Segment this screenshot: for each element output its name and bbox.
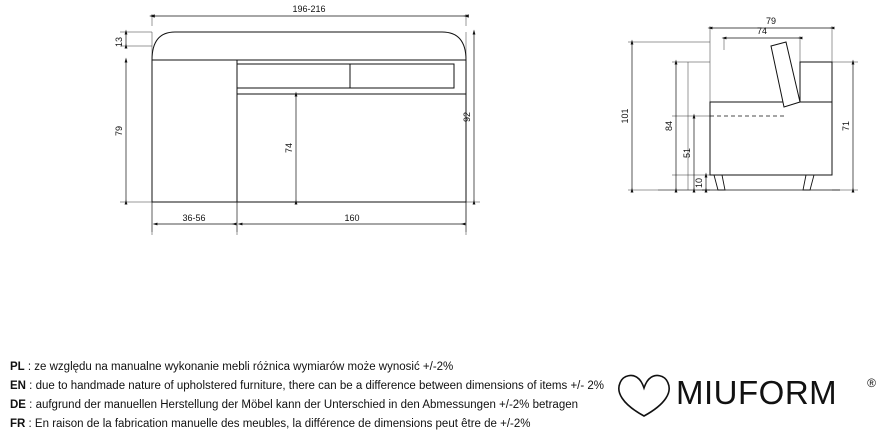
note-de-text: : aufgrund der manuellen Herstellung der Möbel kann der Unterschied in den Abmessungen +/-2% betragen	[25, 399, 579, 411]
dim-label-left-79: 79	[114, 125, 124, 137]
note-pl-lang: PL	[10, 361, 25, 373]
dim-label-inner-74: 74	[284, 142, 294, 154]
dim-label-side-51: 51	[682, 147, 692, 159]
note-pl-text: : ze względu na manualne wykonanie mebli różnica wymiarów może wynosić +/-2%	[24, 361, 454, 373]
dim-label-top-width: 196-216	[292, 4, 326, 14]
front-view-object	[152, 32, 466, 202]
dim-label-side-10: 10	[694, 177, 704, 189]
note-de	[10, 396, 610, 415]
brand-name: MIUFORM	[676, 374, 838, 411]
brand-logo	[614, 368, 876, 424]
dim-label-side-101: 101	[620, 108, 630, 124]
side-view-object	[702, 42, 840, 190]
dim-label-right-92: 92	[462, 111, 472, 123]
dim-label-bottom-left: 36-56	[182, 213, 206, 223]
dim-label-side-74: 74	[756, 26, 768, 36]
dim-label-side-84: 84	[664, 120, 674, 132]
note-fr	[10, 415, 610, 434]
dim-label-side-79: 79	[765, 16, 777, 26]
note-de-lang: DE	[10, 399, 26, 411]
note-pl	[10, 358, 610, 377]
dim-label-bottom-right: 160	[344, 213, 360, 223]
note-fr-lang: FR	[10, 418, 26, 430]
dim-label-left-13: 13	[114, 36, 124, 48]
disclaimer-notes	[10, 358, 610, 434]
heart-mark-icon	[614, 368, 674, 420]
note-en-text: : due to handmade nature of upholstered furniture, there can be a difference between dimensions of items +/- 2%	[25, 380, 605, 392]
note-fr-text: : En raison de la fabrication manuelle des meubles, la différence de dimensions peut être de +/-2%	[25, 418, 531, 430]
brand-registered: ®	[867, 376, 876, 390]
note-en-lang: EN	[10, 380, 26, 392]
dim-label-side-71: 71	[841, 120, 851, 132]
note-en	[10, 377, 610, 396]
